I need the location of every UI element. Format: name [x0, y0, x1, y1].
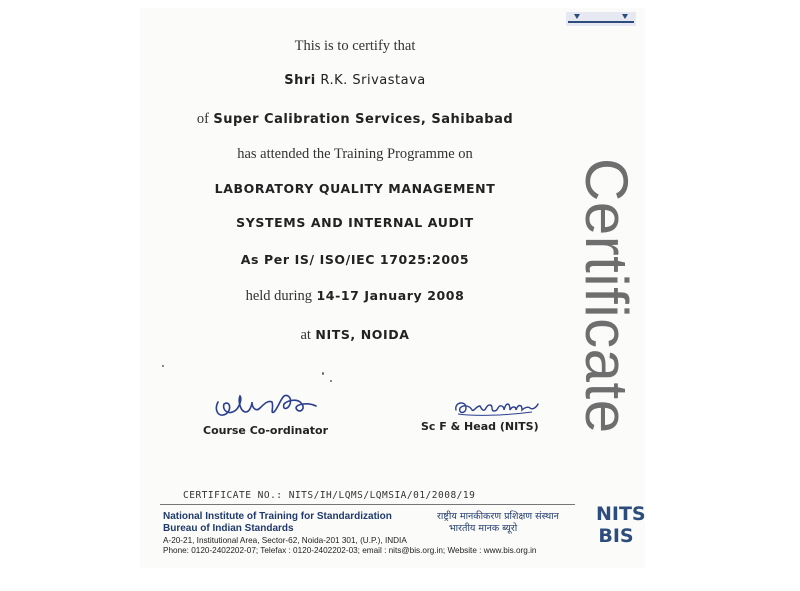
programme-title-line2: SYSTEMS AND INTERNAL AUDIT: [236, 215, 474, 230]
logo-nits-text: NITS: [596, 503, 646, 525]
institute-name-hindi: [437, 511, 559, 535]
dates-line: [140, 287, 570, 305]
org-prefix: of: [196, 111, 209, 127]
head-nits-signature: [452, 396, 542, 420]
course-coordinator-label: Course Co-ordinator: [203, 424, 329, 437]
attended-text: has attended the Training Programme on: [237, 146, 473, 162]
institute-address: [163, 536, 536, 556]
course-coordinator-signature: [212, 388, 324, 422]
programme-dates: 14-17 January 2008: [316, 288, 465, 303]
head-nits-label: Sc F & Head (NITS): [421, 420, 539, 433]
certificate-number: CERTIFICATE NO.: NITS/IH/LQMS/LQMSIA/01/2008/19: [183, 490, 476, 501]
recipient-line: [140, 73, 570, 88]
venue-prefix: at: [300, 327, 311, 343]
venue-line: [140, 326, 570, 344]
recipient-name: R.K. Srivastava: [320, 73, 426, 88]
intro-text: This is to certify that: [294, 38, 416, 54]
contact-line: Phone: 0120-2402202-07; Telefax : 0120-2402202-03; email : nits@bis.org.in; Website : www.bis.org.in: [163, 546, 537, 555]
hindi-line2: भारतीय मानक ब्यूरो: [449, 523, 518, 534]
address-line: A-20-21, Institutional Area, Sector-62, Noida-201 301, (U.P.), INDIA: [163, 536, 407, 545]
organization-line: [140, 110, 570, 128]
bis-top-logo: [566, 12, 636, 26]
footer-divider: [160, 504, 575, 505]
scan-speck: [330, 380, 332, 382]
venue-name: NITS, NOIDA: [315, 327, 410, 342]
programme-title-line1: LABORATORY QUALITY MANAGEMENT: [214, 181, 496, 196]
institute-name: [163, 511, 392, 535]
institute-name-line2: Bureau of Indian Standards: [163, 523, 294, 534]
logo-bis-text: BIS: [598, 525, 634, 547]
organization-name: Super Calibration Services, Sahibabad: [213, 112, 514, 127]
institute-name-line1: National Institute of Training for Standardization: [163, 511, 392, 522]
scan-speck: [162, 365, 164, 367]
nits-bis-logo: [596, 503, 646, 547]
scan-speck: [322, 372, 324, 375]
held-prefix: held during: [245, 288, 313, 304]
certificate-heading: Certificate: [573, 158, 640, 434]
standard-text: As Per IS/ ISO/IEC 17025:2005: [240, 252, 470, 267]
hindi-line1: राष्ट्रीय मानकीकरण प्रशिक्षण संस्थान: [437, 511, 559, 522]
name-prefix: Shri: [284, 73, 316, 88]
